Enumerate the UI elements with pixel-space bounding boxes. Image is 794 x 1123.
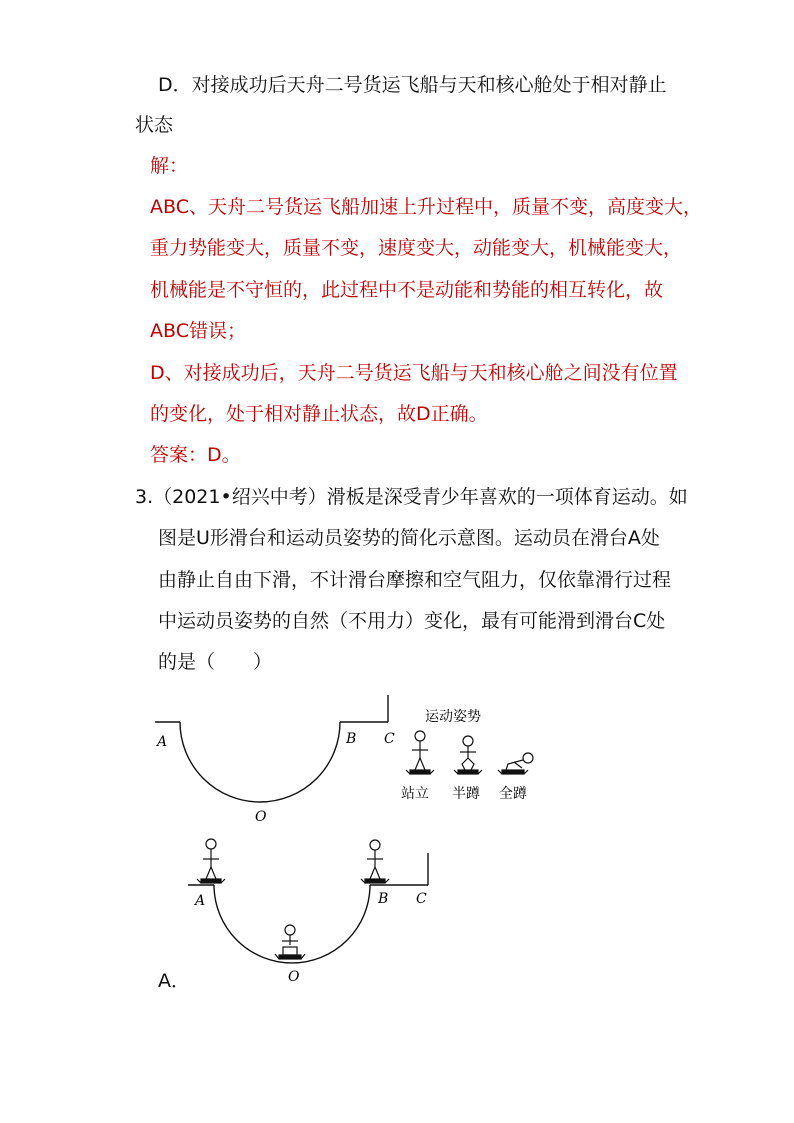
option-a-diagram <box>180 835 460 985</box>
option-d-line1: D．对接成功后天舟二号货运飞船与天和核心舱处于相对静止 <box>158 74 667 96</box>
option-a-label: A． <box>158 970 190 992</box>
solution-line: 重力势能变大，质量不变，速度变大，动能变大，机械能变大， <box>150 237 683 259</box>
solution-label: 解： <box>150 155 189 177</box>
skater-at-a-icon <box>197 839 225 883</box>
label-o: O <box>288 969 300 985</box>
posture-stand-icon <box>406 731 434 774</box>
solution-line: D、对接成功后，天舟二号货运飞船与天和核心舱之间没有位置 <box>150 362 678 384</box>
question3-line: 3.（2021•绍兴中考）滑板是深受青少年喜欢的一项体育运动。如 <box>135 486 688 508</box>
u-curve <box>180 722 340 802</box>
solution-line: 机械能是不守恒的，此过程中不是动能和势能的相互转化，故 <box>150 279 664 301</box>
u-ramp-diagram <box>150 690 550 830</box>
posture-stand-label: 站立 <box>401 786 429 802</box>
solution-line: ABC、天舟二号货运飞船加速上升过程中，质量不变，高度变大， <box>150 196 702 218</box>
answer-line: 答案：D。 <box>150 444 241 466</box>
posture-full-label: 全蹲 <box>499 786 527 802</box>
label-a: A <box>157 734 168 750</box>
question3-line: 图是U形滑台和运动员姿势的简化示意图。运动员在滑台A处 <box>158 527 660 549</box>
label-b: B <box>378 891 389 907</box>
solution-line: 的变化，处于相对静止状态，故D正确。 <box>150 403 488 425</box>
posture-half-icon <box>454 736 482 774</box>
posture-full-icon <box>498 753 533 774</box>
posture-half-label: 半蹲 <box>452 786 480 802</box>
label-o: O <box>255 809 267 825</box>
posture-title: 运动姿势 <box>425 709 481 725</box>
question3-line: 的是（ ） <box>158 651 273 673</box>
label-a: A <box>195 893 206 909</box>
option-d-line2: 状态 <box>135 114 174 136</box>
u-curve <box>214 885 370 963</box>
label-c: C <box>384 731 395 747</box>
label-b: B <box>346 731 357 747</box>
skater-at-o-icon <box>275 925 305 959</box>
question3-line: 中运动员姿势的自然（不用力）变化，最有可能滑到滑台C处 <box>158 610 666 632</box>
question3-line: 由静止自由下滑，不计滑台摩擦和空气阻力，仅依靠滑行过程 <box>158 569 672 591</box>
label-c: C <box>416 891 427 907</box>
skater-at-b-icon <box>361 840 389 883</box>
solution-line: ABC错误； <box>150 320 246 342</box>
